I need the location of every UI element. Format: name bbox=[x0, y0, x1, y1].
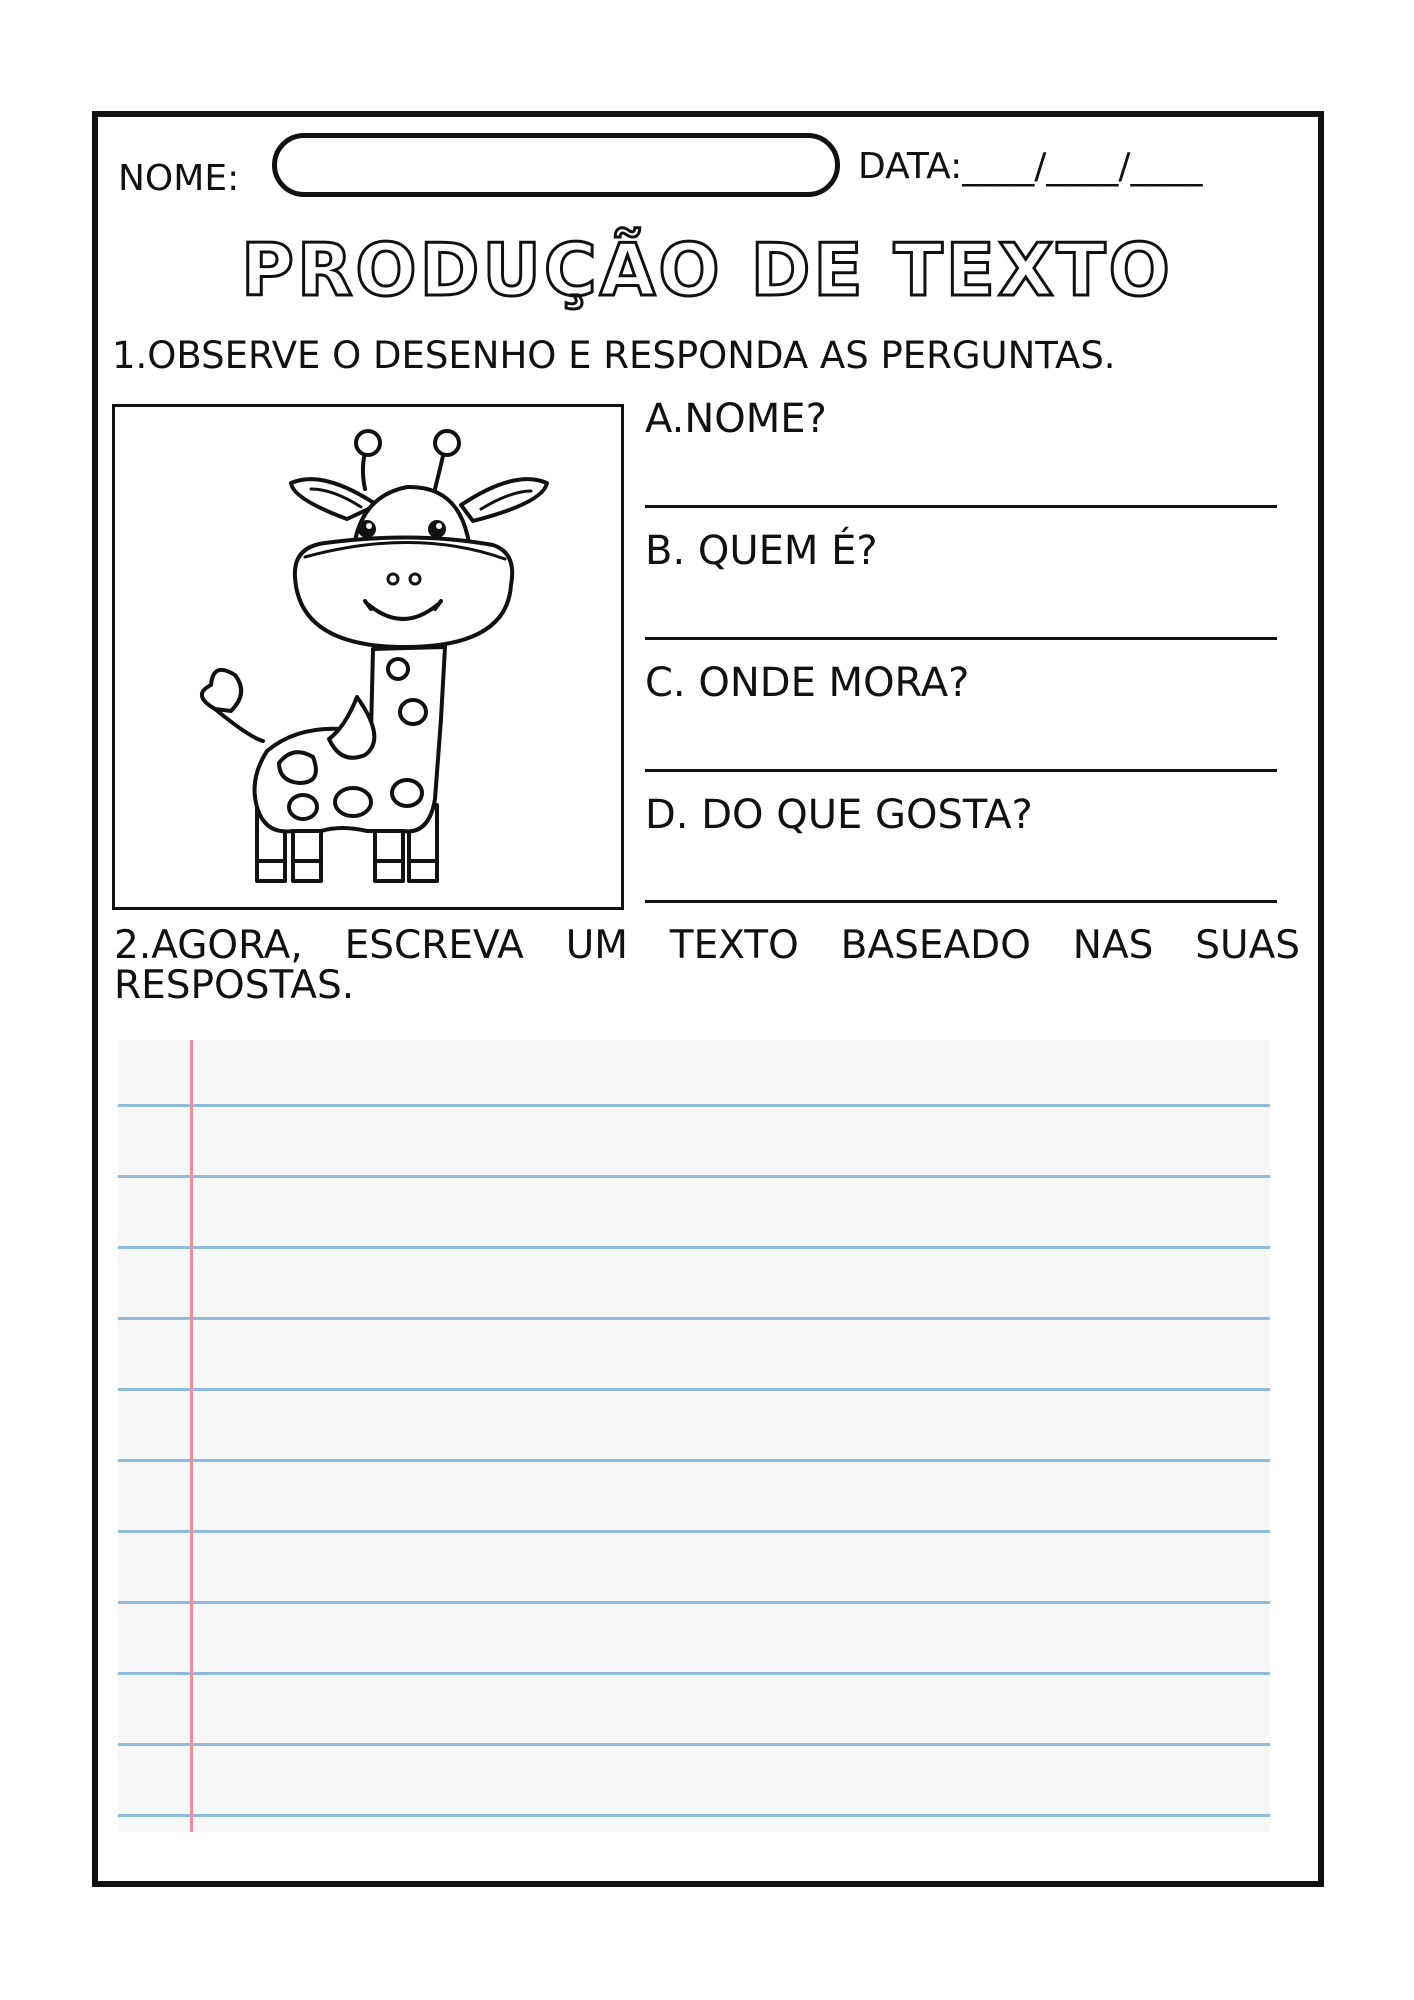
writing-line bbox=[118, 1743, 1270, 1746]
exercise-1-instruction: 1.OBSERVE O DESENHO E RESPONDA AS PERGUNTAS. bbox=[112, 334, 1116, 377]
writing-line bbox=[118, 1530, 1270, 1533]
writing-line bbox=[118, 1601, 1270, 1604]
writing-line bbox=[118, 1459, 1270, 1462]
name-input-box[interactable] bbox=[272, 133, 840, 197]
writing-line bbox=[118, 1104, 1270, 1107]
margin-line bbox=[190, 1040, 193, 1832]
question-c: C. ONDE MORA? bbox=[645, 660, 970, 706]
answer-line-a[interactable] bbox=[645, 505, 1277, 508]
writing-line bbox=[118, 1388, 1270, 1391]
exercise-2-instruction: 2.AGORA, ESCREVA UM TEXTO BASEADO NAS SUAS RESPOSTAS. bbox=[114, 923, 1300, 1008]
date-field[interactable]: DATA:____/____/____ bbox=[858, 146, 1203, 187]
answer-line-b[interactable] bbox=[645, 637, 1277, 640]
answer-line-c[interactable] bbox=[645, 769, 1277, 772]
writing-line bbox=[118, 1246, 1270, 1249]
question-b: B. QUEM É? bbox=[645, 528, 878, 574]
giraffe-icon bbox=[115, 407, 621, 907]
question-d: D. DO QUE GOSTA? bbox=[645, 792, 1033, 838]
writing-line bbox=[118, 1672, 1270, 1675]
writing-line bbox=[118, 1175, 1270, 1178]
answer-line-d[interactable] bbox=[645, 900, 1277, 903]
writing-line bbox=[118, 1317, 1270, 1320]
name-label: NOME: bbox=[118, 158, 240, 199]
writing-line bbox=[118, 1814, 1270, 1817]
giraffe-picture-frame bbox=[112, 404, 624, 910]
question-a: A.NOME? bbox=[645, 396, 827, 442]
lined-writing-area[interactable] bbox=[118, 1040, 1270, 1832]
page-title: PRODUÇÃO DE TEXTO bbox=[241, 228, 1173, 312]
